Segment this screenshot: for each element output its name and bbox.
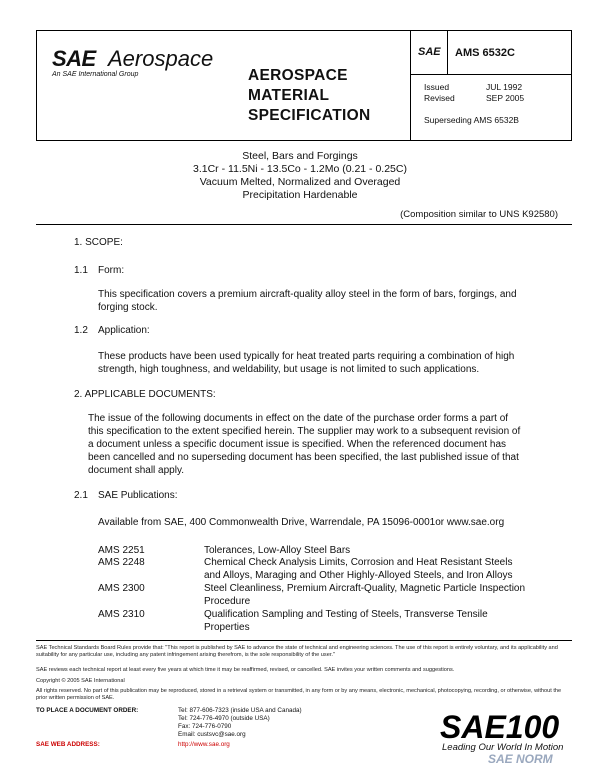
section-2-heading: 2. APPLICABLE DOCUMENTS: — [74, 389, 216, 400]
spec-title — [248, 66, 370, 126]
section-2-body — [88, 412, 520, 477]
ref-title-line: Properties — [204, 622, 250, 633]
contact-line: Tel: 724-776-4970 (outside USA) — [178, 715, 270, 722]
ref-title-line: Chemical Check Analysis Limits, Corrosion and Heat Resistant Steels — [204, 557, 513, 568]
tagline: Leading Our World In Motion — [442, 742, 564, 753]
footer-rule — [36, 640, 572, 641]
ref-title — [204, 608, 488, 634]
web-url[interactable]: http://www.sae.org — [178, 741, 230, 748]
section-1-1-title: Form: — [98, 265, 125, 276]
web-label: SAE WEB ADDRESS: — [36, 741, 100, 748]
body-line: this specification to the extent specified herein. The supplier may work to a subsequent revision of — [88, 426, 521, 437]
section-1-heading: 1. SCOPE: — [74, 237, 123, 248]
ref-title — [204, 582, 525, 608]
ref-title-line: Procedure — [204, 596, 251, 607]
footer-rights: All rights reserved. No part of this publication may be reproduced, stored in a retrieval system or transmitted, in any form or by any means, electronic, mechanical, photocopying, recording, or otherwise, without the prior written permission of SAE. — [36, 688, 562, 701]
title-bottom-rule — [36, 224, 572, 225]
sae-logo: SAE — [52, 46, 96, 71]
document-title — [120, 150, 480, 202]
ref-code: AMS 2251 — [98, 545, 145, 556]
revised-date: SEP 2005 — [486, 93, 525, 103]
issued-date: JUL 1992 — [486, 82, 523, 92]
superseding-note: Superseding AMS 6532B — [424, 115, 519, 125]
body-line: These products have been used typically for heat treated parts requiring a combination of high — [98, 351, 515, 362]
aerospace-logo-text: Aerospace — [108, 46, 214, 71]
issued-label: Issued — [424, 82, 450, 92]
document-title-line: Vacuum Melted, Normalized and Overaged — [199, 176, 401, 188]
order-label: TO PLACE A DOCUMENT ORDER: — [36, 707, 139, 714]
sae-availability: Available from SAE, 400 Commonwealth Drive, Warrendale, PA 15096-0001or www.sae.org — [98, 517, 505, 528]
body-line: forging stock. — [98, 302, 158, 313]
ref-title-line: Qualification Sampling and Testing of Steels, Transverse Tensile — [204, 609, 488, 620]
contact-line: Fax: 724-776-0790 — [178, 723, 232, 730]
header-number-rule — [410, 74, 571, 75]
header-number-divider — [447, 30, 448, 74]
ref-code: AMS 2310 — [98, 609, 145, 620]
header-divider — [410, 30, 411, 140]
spec-title-line: MATERIAL — [248, 87, 330, 104]
contact-line: Tel: 877-606-7323 (inside USA and Canada) — [178, 707, 302, 714]
document-title-line: Precipitation Hardenable — [242, 189, 358, 201]
footer-copyright: Copyright © 2005 SAE International — [36, 678, 125, 684]
section-1-2-number: 1.2 — [74, 325, 88, 336]
revised-label: Revised — [424, 93, 455, 103]
document-title-line: Steel, Bars and Forgings — [242, 150, 358, 162]
ref-code: AMS 2248 — [98, 557, 145, 568]
body-line: The issue of the following documents in effect on the date of the purchase order forms a part of — [88, 413, 509, 424]
sae-100-logo — [440, 708, 575, 744]
sae-100-logo-text: SAE100 — [440, 709, 560, 744]
contact-line: Email: custsvc@sae.org — [178, 731, 246, 738]
ref-title-line: Steel Cleanliness, Premium Aircraft-Quality, Magnetic Particle Inspection — [204, 583, 526, 594]
ref-title-line: and Alloys, Maraging and Other Highly-Alloyed Steels, and Iron Alloys — [204, 570, 513, 581]
sae-norm-watermark: SAE NORM — [488, 752, 553, 766]
section-2-1-title: SAE Publications: — [98, 490, 178, 501]
header-right-border — [571, 30, 572, 140]
header-left-border — [36, 30, 37, 140]
section-1-2-title: Application: — [98, 325, 150, 336]
section-1-2-body — [98, 350, 514, 376]
footer-review-note: SAE reviews each technical report at least every five years at which time it may be reaffirmed, revised, or cancelled. SAE invites your written comments and suggestions. — [36, 667, 455, 673]
section-2-1-number: 2.1 — [74, 490, 88, 501]
section-1-1-number: 1.1 — [74, 265, 88, 276]
ref-title — [204, 556, 513, 582]
ref-code: AMS 2300 — [98, 583, 145, 594]
document-title-line: 3.1Cr - 11.5Ni - 13.5Co - 1.2Mo (0.21 - 0.25C) — [193, 163, 407, 175]
spec-title-line: SPECIFICATION — [248, 107, 371, 124]
body-line: document shall apply. — [88, 465, 184, 476]
header-bottom-border — [36, 140, 572, 141]
body-line: strength, high toughness, and weldability, but usage is not limited to such applications. — [98, 364, 480, 375]
order-contacts — [178, 707, 302, 739]
body-line: been cancelled and no superseding document has been specified, the last published issue of that — [88, 452, 519, 463]
composition-note: (Composition similar to UNS K92580) — [400, 209, 558, 220]
ref-title: Tolerances, Low-Alloy Steel Bars — [204, 545, 351, 556]
sae-mark: SAE — [418, 46, 441, 58]
body-line: This specification covers a premium aircraft-quality alloy steel in the form of bars, forgings, and — [98, 289, 517, 300]
body-line: a document unless a specific document issue is specified. When the referenced document has — [88, 439, 507, 450]
header-top-border — [36, 30, 572, 31]
logo-subtitle: An SAE International Group — [52, 71, 139, 78]
spec-title-line: AEROSPACE — [248, 67, 348, 84]
doc-number: AMS 6532C — [455, 47, 515, 59]
section-1-1-body — [98, 288, 517, 314]
footer-disclaimer: SAE Technical Standards Board Rules provide that: "This report is published by SAE to advance the state of technical and engineering sciences. The use of this report is entirely voluntary, and its applicability and suitability for any particular use, including any patent infringement arising therefrom, is the sole responsibility of the user." — [36, 645, 558, 658]
